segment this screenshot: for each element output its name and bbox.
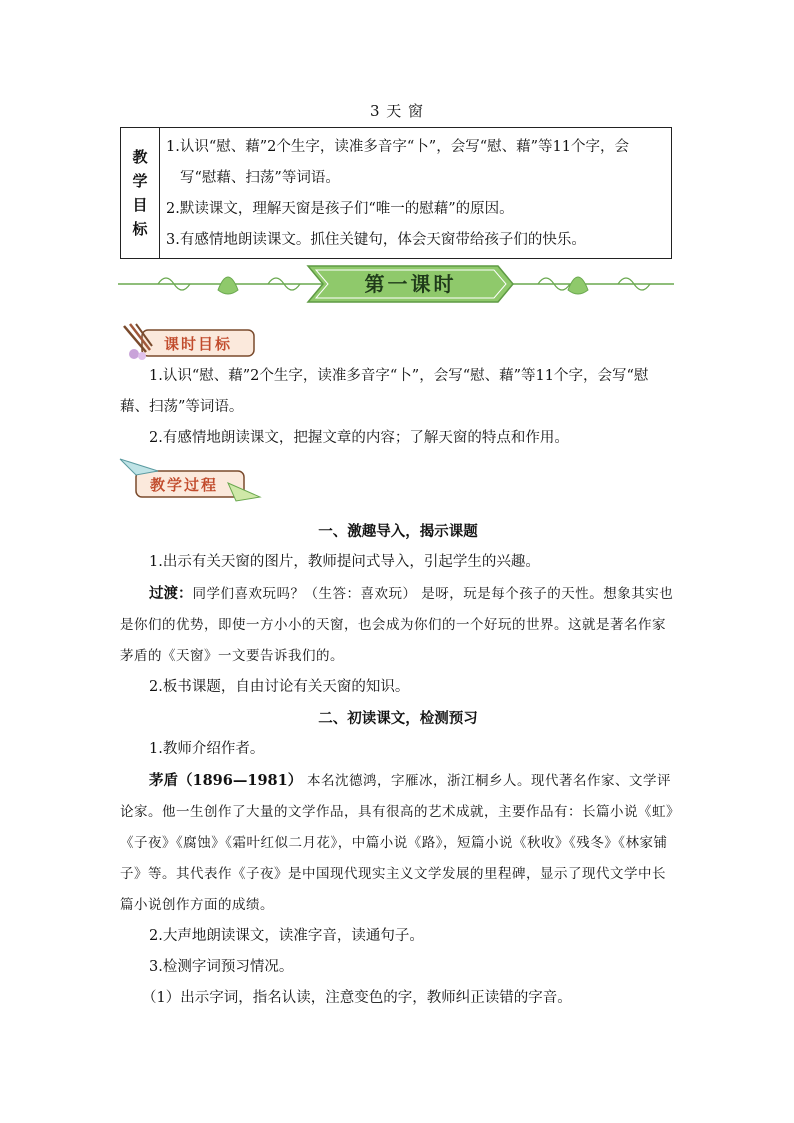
teaching-process-label: 教学过程 [150,476,219,494]
lesson-goals-list [120,361,676,454]
author-label: 茅盾（1896—1981） [149,772,303,789]
author-paragraph [120,765,676,921]
leaf-icon [568,277,588,294]
paragraph: （1）出示字词，指名认读，注意变色的字，教师纠正读错的字音。 [142,990,572,1006]
transition-text: 同学们喜欢玩吗？（生答：喜欢玩） 是呀，玩是每个孩子的天性。想象其实也是你们的优势，即使一方小小的天窗，也会成为你们的一个好玩的世界。这就是著名作家茅盾的《天窗》一文要告诉我们的。 [120,586,674,664]
lesson-goal-item: 2.有感情地朗读课文，把握文章的内容；了解天窗的特点和作用。 [149,430,569,446]
lesson-goals-tag [120,322,260,360]
transition-label: 过渡： [149,585,193,602]
lesson-goal-item: 1.认识“慰、藉”2个生字，读准多音字“卜”，会写“慰、藉”等11个字，会写“慰藉、扫荡”等词语。 [120,368,649,415]
lesson-title: 3 天 窗 [369,102,425,120]
author-text: 本名沈德鸿，字雁冰，浙江桐乡人。现代著名作家、文学评论家。他一生创作了大量的文学作品，具有很高的艺术成就，主要作品有：长篇小说《虹》《子夜》《腐蚀》《霜叶红似二月花》，中篇小说《路》，短篇小说《秋收》《残冬》《林家铺子》等。其代表作《子夜》是中国现代现实主义文学发展的里程碑，显示了现代文学中长篇小说创作方面的成绩。 [120,773,674,913]
goal-item: 1.认识“慰、藉”2个生字，读准多音字“卜”，会写“慰、藉”等11个字，会写“慰藉、扫荡”等词语。 [166,139,629,186]
goals-label-char: 教 [132,148,148,166]
goals-label-cell [121,128,160,259]
goal-item: 2.默读课文，理解天窗是孩子们“唯一的慰藉”的原因。 [166,201,514,217]
teaching-goals-table [120,127,672,259]
paragraph: 1.教师介绍作者。 [149,741,265,757]
teaching-process-content [120,516,676,1014]
goals-label-char: 标 [132,220,148,238]
section-heading: 一、激趣导入，揭示课题 [318,523,478,540]
paragraph: 2.大声地朗读课文，读准字音，读通句子。 [149,928,424,944]
transition-paragraph [120,578,676,672]
lesson-goals-label: 课时目标 [164,335,233,353]
leaf-icon [218,277,238,294]
banner-title: 第一课时 [364,272,457,296]
lesson-banner [118,262,674,306]
goal-item: 3.有感情地朗读课文。抓住关键句，体会天窗带给孩子们的快乐。 [166,232,586,248]
teaching-process-tag [118,457,263,507]
paragraph: 2.板书课题，自由讨论有关天窗的知识。 [149,679,410,695]
paragraph: 1.出示有关天窗的图片，教师提问式导入，引起学生的兴趣。 [149,554,540,570]
section-heading: 二、初读课文，检测预习 [318,710,478,727]
goals-label-char: 目 [132,196,148,214]
paragraph: 3.检测字词预习情况。 [149,959,294,975]
goals-label-char: 学 [132,172,148,190]
goals-body-cell [160,128,672,259]
